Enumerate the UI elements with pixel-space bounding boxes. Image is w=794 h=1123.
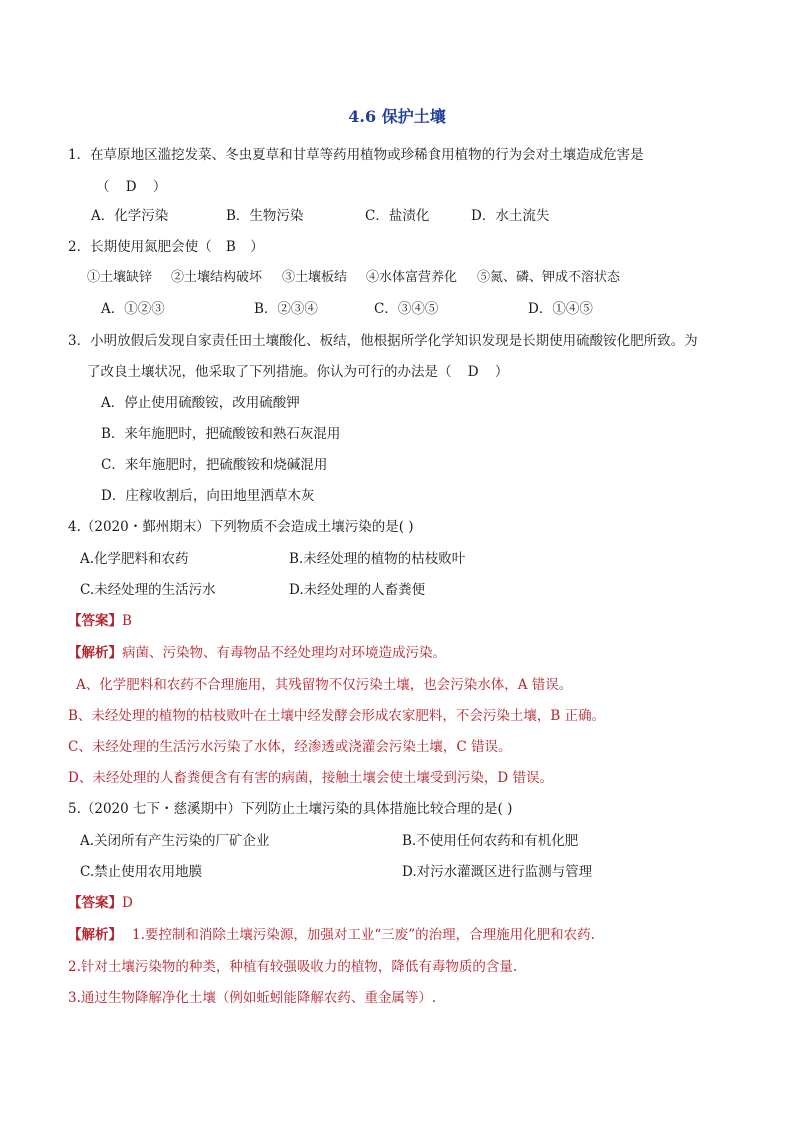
q4-analysis-d: D、未经处理的人畜粪便含有有害的病菌，接触土壤会使土壤受到污染，D 错误。 — [68, 770, 553, 786]
q3-stem-line2: 了改良土壤状况，他采取了下列措施。你认为可行的办法是（ D ） — [87, 364, 509, 380]
page-title: 4.6 保护土壤 — [348, 107, 446, 126]
q3-stem-line1: 3．小明放假后发现自家责任田土壤酸化、板结，他根据所学化学知识发现是长期使用硫酸铵化肥所致。为 — [68, 333, 698, 349]
q2-option-c: C．③④⑤ — [374, 301, 439, 317]
q3-option-d: D．庄稼收割后，向田地里洒草木灰 — [101, 488, 315, 504]
q2-stem: 2．长期使用氮肥会使（ B ） — [68, 239, 264, 255]
q3-option-a: A．停止使用硫酸铵，改用硫酸钾 — [101, 395, 300, 411]
q4-option-d: D.未经处理的人畜粪便 — [289, 582, 426, 598]
q5-option-d: D.对污水灌溉区进行监测与管理 — [402, 864, 593, 880]
q4-stem: 4.（2020・鄞州期末）下列物质不会造成土壤污染的是( ) — [68, 519, 414, 535]
q4-answer: 【答案】B — [68, 613, 132, 629]
q2-item-1: ①土壤缺锌 — [87, 270, 153, 285]
q1-option-c: C．盐渍化 — [365, 208, 430, 224]
q1-option-a: A．化学污染 — [91, 208, 169, 224]
q1-answer-bracket: （ D ） — [96, 179, 167, 195]
q1-option-d: D．水土流失 — [471, 208, 550, 224]
q2-item-2: ②土壤结构破坏 — [171, 270, 263, 285]
q4-option-a: A.化学肥料和农药 — [80, 551, 189, 567]
q5-option-c: C.禁止使用农用地膜 — [80, 864, 203, 880]
q3-option-c: C．来年施肥时，把硫酸铵和烧碱混用 — [101, 457, 328, 473]
q3-option-b: B．来年施肥时，把硫酸铵和熟石灰混用 — [101, 426, 341, 442]
q2-option-a: A．①②③ — [101, 301, 165, 317]
q4-analysis-b: B、未经处理的植物的枯枝败叶在土壤中经发酵会形成农家肥料，不会污染土壤，B 正确。 — [68, 708, 606, 724]
q1-stem: 1．在草原地区滥挖发菜、冬虫夏草和甘草等药用植物或珍稀食用植物的行为会对土壤造成危害是 — [68, 147, 644, 163]
q4-analysis-first: 【解析】病菌、污染物、有毒物品不经处理均对环境造成污染。 — [68, 645, 446, 661]
q3-answer: D — [467, 364, 479, 380]
q2-item-3: ③土壤板结 — [282, 270, 348, 285]
q1-answer: D — [125, 179, 137, 195]
q2-option-b: B．②③④ — [254, 301, 318, 317]
q1-option-b: B．生物污染 — [226, 208, 304, 224]
q4-option-c: C.未经处理的生活污水 — [80, 582, 216, 598]
q5-stem: 5.（2020 七下・慈溪期中）下列防止土壤污染的具体措施比较合理的是( ) — [68, 801, 513, 817]
q4-analysis-a: A、化学肥料和农药不合理施用，其残留物不仅污染土壤，也会污染水体，A 错误。 — [76, 677, 573, 693]
q5-option-b: B.不使用任何农药和有机化肥 — [402, 833, 579, 849]
q4-option-b: B.未经处理的植物的枯枝败叶 — [289, 551, 466, 567]
q2-item-5: ⑤氮、磷、钾成不溶状态 — [477, 270, 621, 285]
q5-option-a: A.关闭所有产生污染的厂矿企业 — [80, 833, 270, 849]
q5-analysis-2: 2.针对土壤污染物的种类，种植有较强吸收力的植物，降低有毒物质的含量. — [68, 959, 518, 975]
q5-answer: 【答案】D — [68, 895, 133, 911]
q2-answer: B — [225, 239, 236, 255]
q2-item-4: ④水体富营养化 — [366, 270, 458, 285]
q2-option-d: D．①④⑤ — [528, 301, 593, 317]
q4-analysis-c: C、未经处理的生活污水污染了水体，经渗透或浇灌会污染土壤，C 错误。 — [68, 739, 512, 755]
q5-analysis-first: 【解析】 1.要控制和消除土壤污染源，加强对工业“三废”的治理，合理施用化肥和农药. — [68, 927, 595, 943]
q5-analysis-3: 3.通过生物降解净化土壤（例如蚯蚓能降解农药、重金属等）. — [68, 990, 437, 1006]
